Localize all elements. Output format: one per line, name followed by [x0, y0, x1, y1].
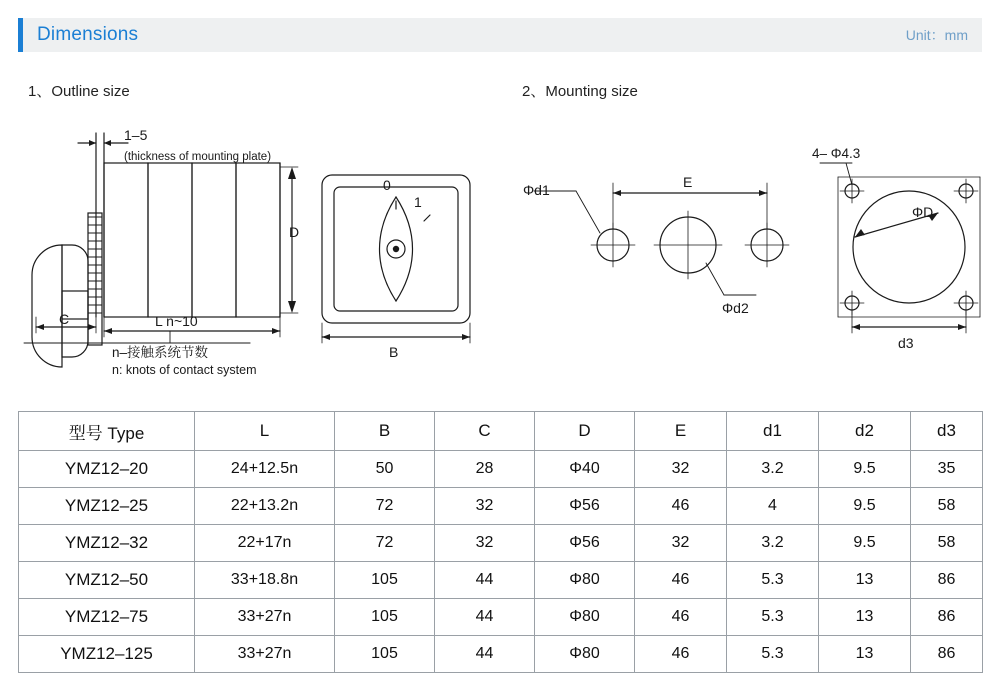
cell-e: 46	[635, 599, 727, 636]
label-knob-position-1: 1	[414, 194, 422, 210]
cell-b: 72	[335, 488, 435, 525]
label-dim-C: C	[59, 311, 70, 327]
cell-d: Φ80	[535, 599, 635, 636]
column-header-d3: d3	[911, 412, 983, 451]
label-dim-D: D	[289, 224, 300, 240]
cell-type: YMZ12–20	[19, 451, 195, 488]
label-dim-bigD: ΦD	[912, 204, 934, 220]
cell-type: YMZ12–50	[19, 562, 195, 599]
cell-d1: 5.3	[727, 562, 819, 599]
cell-c: 32	[435, 488, 535, 525]
label-note-en: n: knots of contact system	[112, 363, 257, 377]
column-header-d1: d1	[727, 412, 819, 451]
cell-b: 105	[335, 636, 435, 673]
label-dim-d1: Φd1	[523, 182, 550, 198]
cell-d3: 86	[911, 636, 983, 673]
cell-d2: 13	[819, 636, 911, 673]
cell-d1: 5.3	[727, 636, 819, 673]
cell-c: 28	[435, 451, 535, 488]
technical-drawings-svg	[0, 105, 1000, 405]
cell-e: 46	[635, 488, 727, 525]
label-hole-spec: 4– Φ4.3	[812, 146, 861, 161]
cell-type: YMZ12–125	[19, 636, 195, 673]
cell-d2: 9.5	[819, 451, 911, 488]
mounting-holes-figure	[534, 183, 789, 295]
cell-d3: 58	[911, 525, 983, 562]
cell-d: Φ56	[535, 488, 635, 525]
cell-d2: 13	[819, 562, 911, 599]
table-header-row	[19, 412, 983, 451]
cell-e: 46	[635, 636, 727, 673]
dimensions-table-wrap	[18, 411, 982, 673]
cell-d2: 9.5	[819, 525, 911, 562]
caption-mounting-size: 2、Mounting size	[522, 83, 638, 100]
label-dim-d3: d3	[898, 335, 914, 351]
label-dim-L: L n~10	[155, 313, 198, 329]
cell-l: 33+27n	[195, 636, 335, 673]
caption-outline-size: 1、Outline size	[28, 83, 130, 100]
column-header-l: L	[195, 412, 335, 451]
column-header-d2: d2	[819, 412, 911, 451]
cell-d2: 9.5	[819, 488, 911, 525]
cell-d3: 86	[911, 599, 983, 636]
cell-d1: 3.2	[727, 451, 819, 488]
mounting-plate-figure	[820, 163, 980, 333]
cell-b: 105	[335, 599, 435, 636]
column-header-b: B	[335, 412, 435, 451]
cell-d2: 13	[819, 599, 911, 636]
table-row	[19, 525, 983, 562]
table-row	[19, 636, 983, 673]
cell-d1: 5.3	[727, 599, 819, 636]
cell-l: 22+13.2n	[195, 488, 335, 525]
section-header-bar	[18, 18, 982, 52]
outline-size-figure	[24, 133, 298, 367]
knob-face-figure	[322, 175, 470, 343]
drawings-area	[0, 105, 1000, 405]
cell-b: 72	[335, 525, 435, 562]
cell-d3: 58	[911, 488, 983, 525]
page-title: Dimensions	[37, 24, 139, 45]
cell-c: 44	[435, 599, 535, 636]
table-row	[19, 451, 983, 488]
cell-d: Φ56	[535, 525, 635, 562]
cell-d: Φ40	[535, 451, 635, 488]
cell-d: Φ80	[535, 562, 635, 599]
cell-d1: 3.2	[727, 525, 819, 562]
cell-c: 44	[435, 636, 535, 673]
column-header-d: D	[535, 412, 635, 451]
label-dim-E: E	[683, 174, 693, 190]
cell-type: YMZ12–32	[19, 525, 195, 562]
column-header-type: 型号 Type	[19, 412, 195, 451]
label-dim-d2: Φd2	[722, 300, 749, 316]
table-row	[19, 488, 983, 525]
cell-type: YMZ12–25	[19, 488, 195, 525]
cell-e: 32	[635, 525, 727, 562]
cell-b: 105	[335, 562, 435, 599]
column-header-c: C	[435, 412, 535, 451]
cell-c: 44	[435, 562, 535, 599]
cell-l: 22+17n	[195, 525, 335, 562]
cell-b: 50	[335, 451, 435, 488]
unit-label: Unit：mm	[905, 27, 968, 43]
cell-e: 46	[635, 562, 727, 599]
cell-d3: 35	[911, 451, 983, 488]
label-note-cn: n–接触系统节数	[112, 345, 209, 360]
cell-l: 24+12.5n	[195, 451, 335, 488]
column-header-e: E	[635, 412, 727, 451]
cell-e: 32	[635, 451, 727, 488]
table-row	[19, 599, 983, 636]
cell-c: 32	[435, 525, 535, 562]
label-knob-position-0: 0	[383, 177, 391, 193]
dimensions-table	[18, 411, 983, 673]
label-plate-note: (thickness of mounting plate)	[124, 151, 272, 163]
cell-l: 33+27n	[195, 599, 335, 636]
table-row	[19, 562, 983, 599]
cell-l: 33+18.8n	[195, 562, 335, 599]
label-plate-thickness: 1–5	[124, 127, 148, 143]
label-dim-B: B	[389, 344, 399, 360]
cell-d1: 4	[727, 488, 819, 525]
cell-d: Φ80	[535, 636, 635, 673]
cell-d3: 86	[911, 562, 983, 599]
cell-type: YMZ12–75	[19, 599, 195, 636]
